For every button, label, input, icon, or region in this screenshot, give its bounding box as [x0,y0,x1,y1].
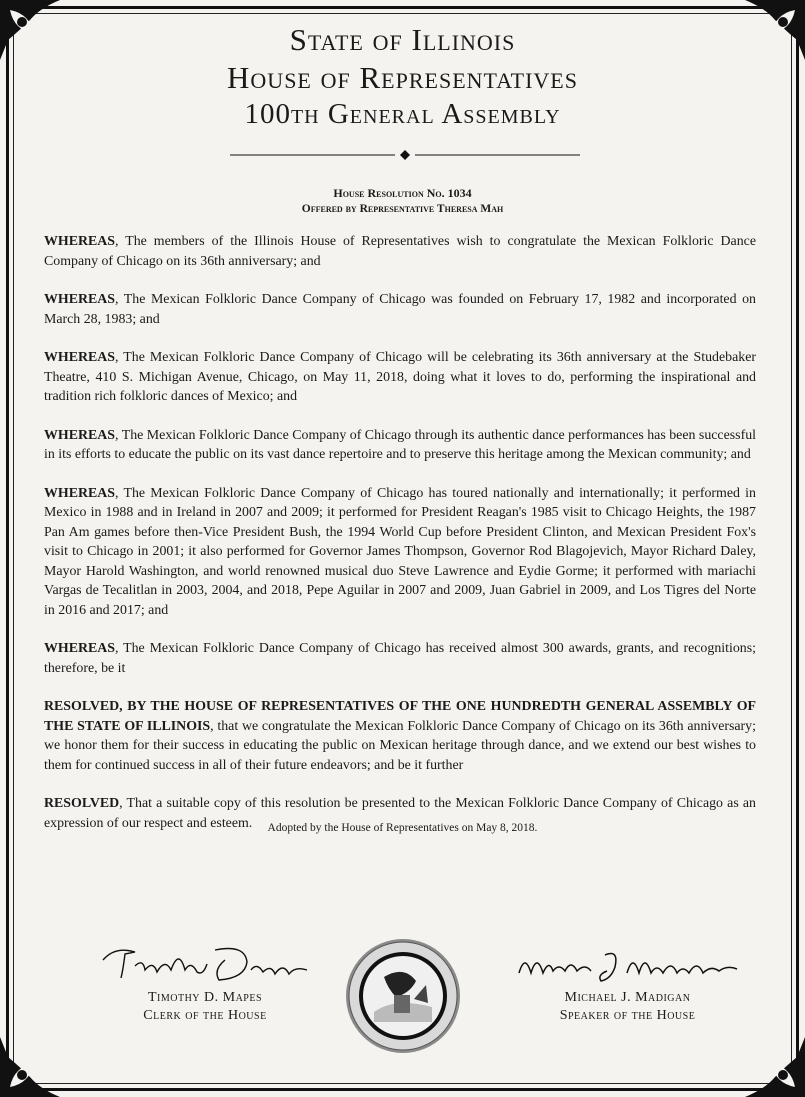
offered-by: Offered by Representative Theresa Mah [301,203,504,215]
paragraph-keyword: WHEREAS [44,427,116,443]
corner-ornament-icon [0,1027,70,1097]
paragraph-keyword: WHEREAS [44,641,116,656]
paragraph [44,639,756,678]
header-assembly: 100th General Assembly [244,98,561,130]
paragraph [44,484,756,621]
paragraph-keyword: RESOLVED [44,796,120,811]
paragraph-text: , that we congratulate the Mexican Folkloric Dance Company of Chicago on its 36th anniversary; we honor them for their success in educating the public on Mexican heritage through dance, and we extend our best wishes to them for continued success in all of their future endeavors; and be it further [44,718,756,773]
signature-left [95,940,315,985]
paragraph-keyword: WHEREAS [44,234,116,249]
paragraph-text: , The Mexican Folkloric Dance Company of Chicago was founded on February 17, 1982 and incorporated on March 28, 1983; and [44,292,756,327]
paragraph [44,232,756,271]
paragraph-text: , The Mexican Folkloric Dance Company of Chicago has toured nationally and internationally; it performed in Mexico in 1988 and in Ireland in 2007 and 2009; it performed for President Reagan's 1985 visit to Chicago Heights, the 1987 Pan Am games before then-Vice President Bush, the 1994 World Cup before President Clinton, and Mexican President Fox's visit to Chicago in 2001; it also performed for Governor James Thompson, Governor Rod Blagojevich, Mayor Richard Daley, Mayor Harold Washington, and world renowned musical duo Steve Lawrence and Eydie Gorme; it performed with mariachi Vargas de Tecalitlan in 2003, 2004, and 2018, Pepe Aguilar in 2007 and 2009, Juan Gabriel in 2009, and Los Tigres del Norte in 2016 and 2017; and [44,485,756,618]
paragraph [44,348,756,407]
speaker-name: Michael J. Madigan [564,990,691,1005]
speaker-title: Speaker of the House [559,1008,696,1023]
state-seal-icon [344,937,462,1055]
resolution-body [44,232,756,852]
paragraph-keyword: RESOLVED, BY THE HOUSE OF REPRESENTATIVES OF THE ONE HUNDREDTH GENERAL ASSEMBLY OF THE STATE OF ILLINOIS [44,699,756,734]
adopted-date: Adopted by the House of Representatives on May 8, 2018. [267,822,538,834]
clerk-name: Timothy D. Mapes [147,990,263,1005]
corner-ornament-icon [735,1027,805,1097]
resolution-number: House Resolution No. 1034 [333,186,472,200]
header-state: State of Illinois [289,22,516,57]
paragraph-text: , That a suitable copy of this resolution be presented to the Mexican Folkloric Dance Company of Chicago as an expression of our respect and esteem. [44,796,756,831]
header-divider [230,150,580,160]
paragraph-text: , The members of the Illinois House of Representatives wish to congratulate the Mexican Folkloric Dance Company of Chicago on its 36th anniversary; and [44,234,756,269]
paragraph-keyword: WHEREAS [44,350,116,365]
paragraph [44,426,756,465]
paragraph-keyword: WHEREAS [44,292,116,307]
paragraph-text: , The Mexican Folkloric Dance Company of Chicago through its authentic dance performances has been successful in its efforts to educate the public on its vast dance repertoire and to preserve this heritage among the Mexican community; and [44,427,756,462]
clerk-title: Clerk of the House [143,1008,267,1023]
paragraph-text: , The Mexican Folkloric Dance Company of Chicago has received almost 300 awards, grants, and recognitions; therefore, be it [44,641,756,676]
paragraph [44,290,756,329]
paragraph-keyword: WHEREAS [44,485,116,501]
paragraph-text: , The Mexican Folkloric Dance Company of Chicago will be celebrating its 36th anniversary at the Studebaker Theatre, 410 S. Michigan Avenue, Chicago, on May 11, 2018, doing what it loves to do, performing the inspirational and tradition rich folkloric dances of Mexico; and [44,350,756,404]
signature-right [515,945,745,985]
header-house: House of Representatives [227,60,578,95]
paragraph [44,697,756,775]
